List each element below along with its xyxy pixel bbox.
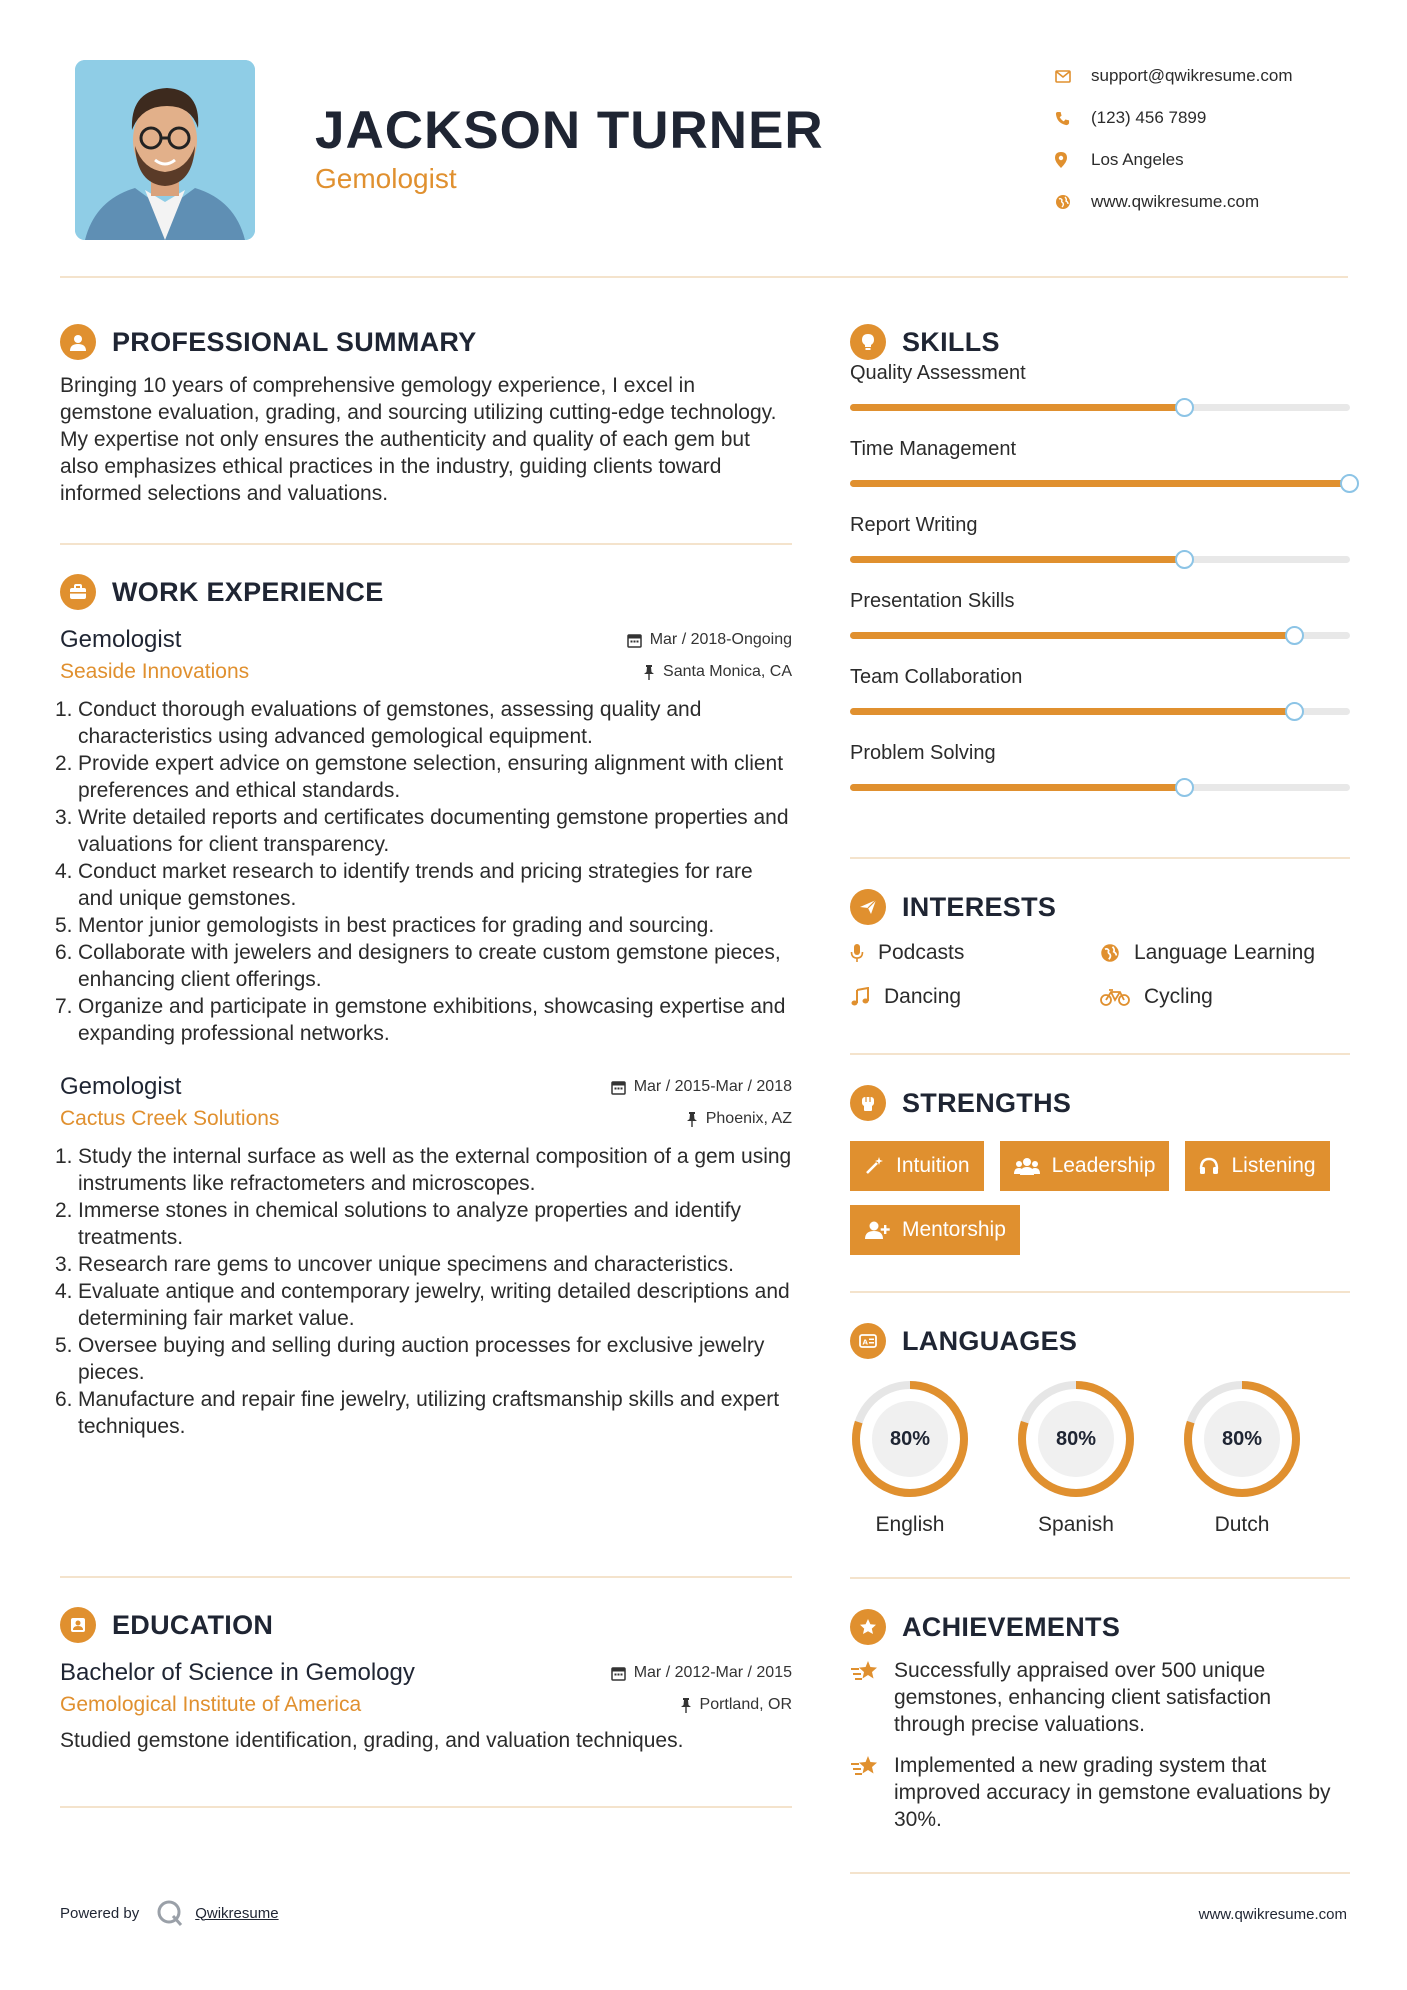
school-name: Gemological Institute of America (60, 1693, 362, 1716)
strength-label: Mentorship (902, 1218, 1006, 1241)
skill-label: Presentation Skills (850, 590, 1015, 612)
contact-location-text: Los Angeles (1091, 150, 1184, 169)
strength-label: Intuition (896, 1154, 970, 1177)
contact-phone-text: (123) 456 7899 (1091, 108, 1207, 127)
job-location-text: Santa Monica, CA (663, 663, 792, 680)
job-date-text: Mar / 2015-Mar / 2018 (633, 1078, 792, 1095)
skill-label: Time Management (850, 438, 1016, 460)
languages-section (850, 1321, 1350, 1537)
languages-title: LANGUAGES (902, 1325, 1078, 1356)
header-divider (60, 276, 1348, 278)
skill-bar-fill (850, 708, 1295, 715)
contact-website[interactable] (1055, 181, 1385, 223)
list-item: 6. Manufacture and repair fine jewelry, utilizing craftsmanship skills and expert techniques. (55, 1388, 780, 1438)
education-title: EDUCATION (112, 1609, 274, 1640)
microphone-icon (850, 943, 864, 963)
skill-bar (850, 784, 1350, 791)
strength-tag (1000, 1141, 1170, 1191)
language-icon (850, 1323, 886, 1359)
list-item: 7. Organize and participate in gemstone exhibitions, showcasing expertise and expanding professional networks. (55, 995, 786, 1045)
education-section (60, 1605, 792, 1754)
language-ring (850, 1379, 970, 1499)
interests-divider (850, 1053, 1350, 1055)
qwikresume-logo-icon (155, 1898, 185, 1928)
skill-label: Problem Solving (850, 742, 996, 764)
profile-photo (75, 60, 255, 240)
skill-item (850, 590, 1350, 666)
job-date (611, 1078, 792, 1096)
paper-plane-icon (850, 889, 886, 925)
strength-tag (850, 1205, 1020, 1255)
skill-bar-knob (1340, 474, 1359, 493)
pushpin-icon (686, 1112, 698, 1127)
skills-divider (850, 857, 1350, 859)
skills-section (850, 322, 1350, 818)
list-item: 3. Write detailed reports and certificates documenting gemstone properties and valuations for client transparency. (55, 806, 789, 856)
strengths-divider (850, 1291, 1350, 1293)
list-item: 2. Provide expert advice on gemstone selection, ensuring alignment with client preferences and ethical standards. (55, 752, 784, 802)
strength-label: Leadership (1051, 1154, 1156, 1177)
powered-by-text: Powered by (60, 1904, 140, 1922)
svg-text:A: A (862, 1338, 868, 1347)
skill-bar-fill (850, 556, 1185, 563)
interest-label: Dancing (884, 985, 962, 1008)
envelope-icon (1055, 70, 1091, 83)
globe-icon (1055, 194, 1091, 210)
achievements-divider (850, 1872, 1350, 1874)
language-name: Spanish (1038, 1513, 1114, 1536)
job-location (643, 663, 792, 681)
skill-bar (850, 480, 1350, 487)
interests-title: INTERESTS (902, 891, 1057, 922)
pushpin-icon (680, 1698, 692, 1713)
language-name: English (875, 1513, 945, 1536)
strengths-title: STRENGTHS (902, 1087, 1072, 1118)
skill-label: Report Writing (850, 514, 978, 536)
fist-icon (850, 1085, 886, 1121)
job-title: Gemologist (60, 1073, 182, 1100)
skill-label: Team Collaboration (850, 666, 1023, 688)
education-divider (60, 1806, 792, 1808)
footer-powered-by (60, 1898, 279, 1928)
skills-list (850, 362, 1350, 818)
skill-bar-knob (1175, 778, 1194, 797)
magic-wand-icon (864, 1156, 884, 1176)
skills-title: SKILLS (902, 326, 1000, 357)
list-item: 5. Mentor junior gemologists in best practices for grading and sourcing. (55, 914, 715, 937)
contact-email[interactable] (1055, 55, 1385, 97)
list-item: 4. Evaluate antique and contemporary jewelry, writing detailed descriptions and determining fair market value. (55, 1280, 790, 1330)
calendar-icon (611, 1666, 626, 1681)
job-duties (55, 1143, 792, 1440)
achievements-title: ACHIEVEMENTS (902, 1611, 1121, 1642)
strengths-list (850, 1141, 1370, 1255)
achievement-item (850, 1752, 1350, 1833)
strength-label: Listening (1231, 1154, 1316, 1177)
job-location (686, 1110, 792, 1128)
achievement-item (850, 1657, 1350, 1738)
work-divider (60, 1576, 792, 1578)
language-item (1016, 1379, 1136, 1537)
summary-divider (60, 543, 792, 545)
job-company: Cactus Creek Solutions (60, 1107, 280, 1130)
skill-bar-fill (850, 480, 1350, 487)
globe-icon (1100, 943, 1120, 963)
work-section (55, 572, 792, 1440)
shooting-star-icon (850, 1754, 880, 1778)
job-location-text: Phoenix, AZ (705, 1110, 792, 1127)
lightbulb-icon (850, 324, 886, 360)
bicycle-icon (1100, 988, 1130, 1006)
location-pin-icon (1055, 152, 1091, 168)
list-item: 5. Oversee buying and selling during auction processes for exclusive jewelry pieces. (55, 1334, 765, 1384)
candidate-role: Gemologist (315, 163, 457, 194)
work-title: WORK EXPERIENCE (112, 576, 384, 607)
interest-label: Language Learning (1134, 941, 1316, 964)
contact-website-text: www.qwikresume.com (1091, 192, 1260, 211)
education-date-text: Mar / 2012-Mar / 2015 (633, 1664, 792, 1681)
skill-label: Quality Assessment (850, 362, 1026, 384)
calendar-icon (627, 633, 642, 648)
skill-item (850, 362, 1350, 438)
graduate-icon (60, 1607, 96, 1643)
list-item: 1. Study the internal surface as well as the external composition of a gem using instruments like refractometers and microscopes. (55, 1145, 792, 1195)
skill-bar-fill (850, 784, 1185, 791)
language-item (850, 1379, 970, 1537)
language-ring (1016, 1379, 1136, 1499)
shooting-star-icon (850, 1659, 880, 1683)
interest-item (1100, 941, 1350, 965)
list-item: 1. Conduct thorough evaluations of gemstones, assessing quality and characteristics using advanced gemological equipment. (55, 698, 702, 748)
list-item: 4. Conduct market research to identify trends and pricing strategies for rare and unique gemstones. (55, 860, 753, 910)
interests-section (850, 887, 1350, 1009)
contact-location (1055, 139, 1385, 181)
languages-list (850, 1379, 1350, 1537)
language-ring (1182, 1379, 1302, 1499)
contact-list (1055, 55, 1385, 223)
interest-label: Podcasts (878, 941, 965, 964)
job-entry (55, 1073, 792, 1440)
contact-email-text: support@qwikresume.com (1091, 66, 1293, 85)
user-icon (60, 324, 96, 360)
skill-bar (850, 708, 1350, 715)
languages-divider (850, 1577, 1350, 1579)
job-date-text: Mar / 2018-Ongoing (649, 631, 792, 648)
job-duties (55, 696, 792, 1047)
language-percent: 80% (872, 1401, 948, 1477)
interest-item (850, 941, 1100, 965)
education-entry (60, 1659, 792, 1754)
education-location-text: Portland, OR (699, 1696, 792, 1713)
interest-item (1100, 985, 1350, 1009)
interests-list (850, 941, 1350, 1009)
strength-tag (1185, 1141, 1329, 1191)
job-date (627, 631, 792, 649)
phone-icon (1055, 111, 1091, 126)
skill-bar-knob (1285, 702, 1304, 721)
job-title: Gemologist (60, 626, 182, 653)
job-entry (55, 626, 792, 1047)
briefcase-icon (60, 574, 96, 610)
language-item (1182, 1379, 1302, 1537)
skill-bar (850, 556, 1350, 563)
interest-label: Cycling (1144, 985, 1213, 1008)
list-item: 2. Immerse stones in chemical solutions to analyze properties and identify treatments. (55, 1199, 741, 1249)
star-badge-icon (850, 1609, 886, 1645)
education-date (611, 1664, 792, 1682)
user-plus-icon (864, 1220, 890, 1240)
skill-item (850, 514, 1350, 590)
language-percent: 80% (1038, 1401, 1114, 1477)
skill-bar-knob (1285, 626, 1304, 645)
degree-title: Bachelor of Science in Gemology (60, 1659, 415, 1686)
skill-bar-fill (850, 632, 1295, 639)
summary-section (60, 322, 792, 507)
skill-item (850, 742, 1350, 818)
list-item: 6. Collaborate with jewelers and designers to create custom gemstone pieces, enhancing client offerings. (55, 941, 781, 991)
calendar-icon (611, 1080, 626, 1095)
achievements-section (850, 1607, 1350, 1833)
job-company: Seaside Innovations (60, 660, 250, 683)
language-percent: 80% (1204, 1401, 1280, 1477)
contact-phone[interactable] (1055, 97, 1385, 139)
headphones-icon (1199, 1156, 1219, 1176)
interest-item (850, 985, 1100, 1009)
users-icon (1014, 1156, 1040, 1176)
achievement-text: Implemented a new grading system that improved accuracy in gemstone evaluations by 30%. (894, 1754, 1331, 1831)
music-note-icon (850, 987, 870, 1007)
summary-title: PROFESSIONAL SUMMARY (112, 326, 477, 357)
strength-tag (850, 1141, 984, 1191)
achievement-text: Successfully appraised over 500 unique gemstones, enhancing client satisfaction through precise valuations. (894, 1659, 1272, 1736)
skill-bar-knob (1175, 398, 1194, 417)
qwikresume-link[interactable]: Qwikresume (195, 1904, 279, 1922)
list-item: 3. Research rare gems to uncover unique specimens and characteristics. (55, 1253, 734, 1276)
education-text: Studied gemstone identification, grading, and valuation techniques. (60, 1729, 684, 1752)
footer-website[interactable]: www.qwikresume.com (1198, 1906, 1347, 1923)
skill-bar (850, 632, 1350, 639)
language-name: Dutch (1214, 1513, 1270, 1536)
summary-text: Bringing 10 years of comprehensive gemology experience, I excel in gemstone evaluation, grading, and sourcing utilizing cutting-edge technology. My expertise not only ensures the authenticity and quality of each gem but also emphasizes ethical practices in the industry, guiding clients toward informed selections and valuations. (60, 374, 777, 505)
education-location (680, 1696, 792, 1714)
pushpin-icon (643, 665, 655, 680)
skill-bar (850, 404, 1350, 411)
skill-bar-knob (1175, 550, 1194, 569)
strengths-section (850, 1083, 1350, 1255)
skill-item (850, 438, 1350, 514)
candidate-name: JACKSON TURNER (315, 101, 824, 160)
skill-bar-fill (850, 404, 1185, 411)
skill-item (850, 666, 1350, 742)
